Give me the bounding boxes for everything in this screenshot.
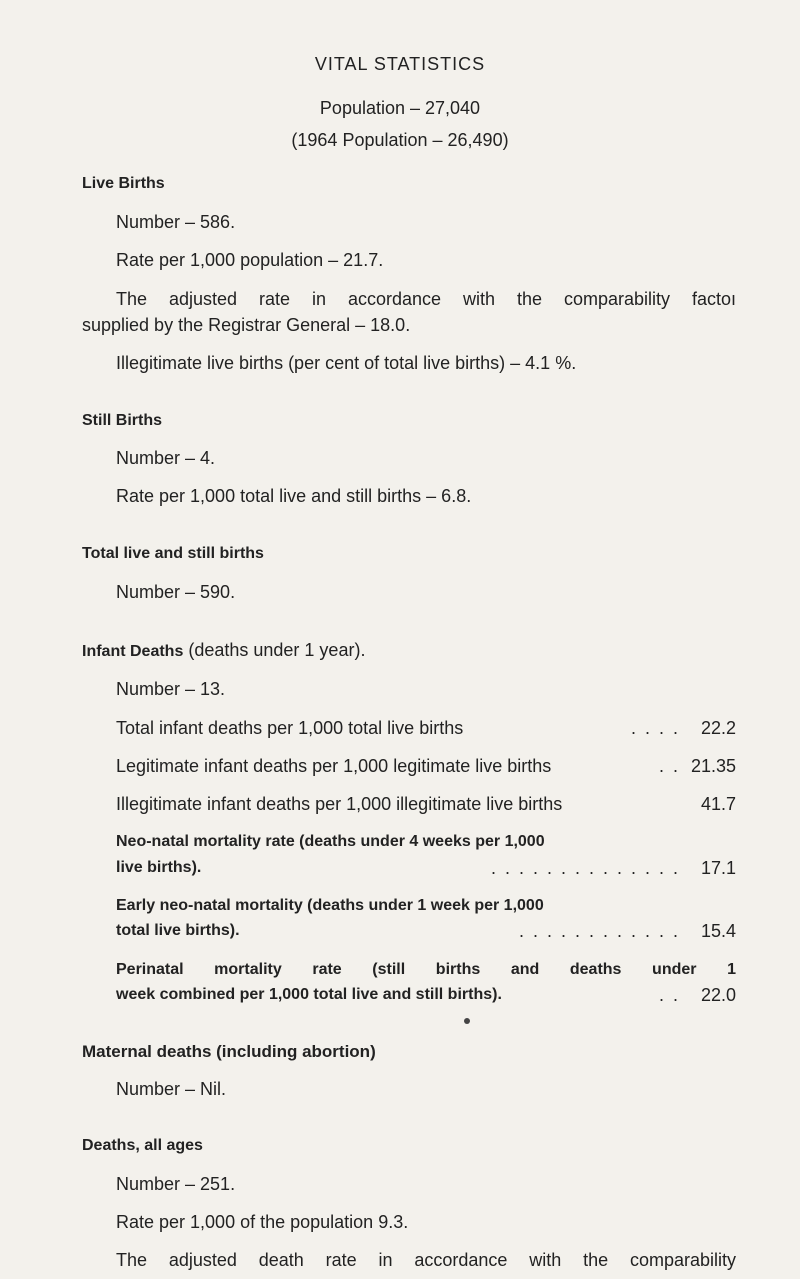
- deaths-adjusted-line1: The adjusted death rate in accordance with the comparability: [116, 1250, 736, 1270]
- row-label: Total infant deaths per 1,000 total live births: [116, 718, 464, 738]
- perinatal-line1: Perinatal mortality rate (still births and deaths under 1: [116, 961, 736, 978]
- live-births-heading: Live Births: [82, 175, 165, 192]
- infant-deaths-heading: Infant Deaths: [82, 643, 184, 660]
- infant-deaths-row: [116, 754, 736, 778]
- live-births-rate: Rate per 1,000 population – 21.7.: [116, 250, 384, 270]
- infant-deaths-heading-line: [82, 638, 365, 664]
- early-neonatal-leader-dots: . . . . . . . . . . . .: [518, 921, 680, 941]
- population-line: Population – 27,040: [319, 98, 481, 118]
- neonatal-line2: live births).: [116, 859, 202, 876]
- total-births-heading: Total live and still births: [82, 545, 264, 562]
- row-value: 41.7: [700, 794, 736, 814]
- perinatal-line2: week combined per 1,000 total live and still births).: [116, 986, 502, 1003]
- row-label: Legitimate infant deaths per 1,000 legitimate live births: [116, 756, 552, 776]
- perinatal-leader-dots: . .: [658, 985, 680, 1005]
- deaths-number: Number – 251.: [116, 1174, 236, 1194]
- perinatal-row: [116, 983, 736, 1007]
- live-births-adjusted-line2: supplied by the Registrar General – 18.0.: [82, 315, 411, 335]
- infant-deaths-heading-note: (deaths under 1 year).: [183, 640, 366, 660]
- population-1964-line: (1964 Population – 26,490): [291, 130, 509, 150]
- row-value: 22.2: [700, 718, 736, 738]
- live-births-illegitimate: Illegitimate live births (per cent of total live births) – 4.1 %.: [116, 353, 577, 373]
- still-births-number: Number – 4.: [116, 448, 216, 468]
- neonatal-leader-dots: . . . . . . . . . . . . . .: [490, 858, 680, 878]
- still-births-rate: Rate per 1,000 total live and still births – 6.8.: [116, 486, 472, 506]
- early-neonatal-line2: total live births).: [116, 922, 240, 939]
- page-title: VITAL STATISTICS: [314, 54, 486, 74]
- neonatal-value: 17.1: [700, 858, 736, 878]
- early-neonatal-row: [116, 919, 736, 943]
- perinatal-value: 22.0: [700, 985, 736, 1005]
- still-births-heading: Still Births: [82, 412, 163, 429]
- neonatal-line1: Neo-natal mortality rate (deaths under 4 weeks per 1,000: [116, 833, 545, 850]
- infant-deaths-row: [116, 716, 736, 740]
- neonatal-row: [116, 856, 736, 880]
- maternal-deaths-heading: Maternal deaths (including abortion): [82, 1042, 376, 1061]
- early-neonatal-line1: Early neo-natal mortality (deaths under 1 week per 1,000: [116, 897, 544, 914]
- maternal-deaths-number: Number – Nil.: [116, 1079, 227, 1099]
- bullet-mark: [464, 1018, 470, 1024]
- total-births-number: Number – 590.: [116, 582, 236, 602]
- deaths-heading: Deaths, all ages: [82, 1137, 203, 1154]
- infant-deaths-number: Number – 13.: [116, 679, 226, 699]
- row-leader-dots: . .: [658, 756, 680, 776]
- row-leader-dots: [562, 792, 686, 816]
- row-label: Illegitimate infant deaths per 1,000 illegitimate live births: [116, 794, 563, 814]
- early-neonatal-value: 15.4: [700, 921, 736, 941]
- infant-deaths-row: [116, 792, 736, 816]
- row-leader-dots: . . . .: [630, 718, 680, 738]
- deaths-rate: Rate per 1,000 of the population 9.3.: [116, 1212, 409, 1232]
- live-births-number: Number – 586.: [116, 212, 236, 232]
- live-births-adjusted-line1: The adjusted rate in accordance with the comparability factoı: [116, 289, 736, 309]
- row-value: 21.35: [690, 756, 736, 776]
